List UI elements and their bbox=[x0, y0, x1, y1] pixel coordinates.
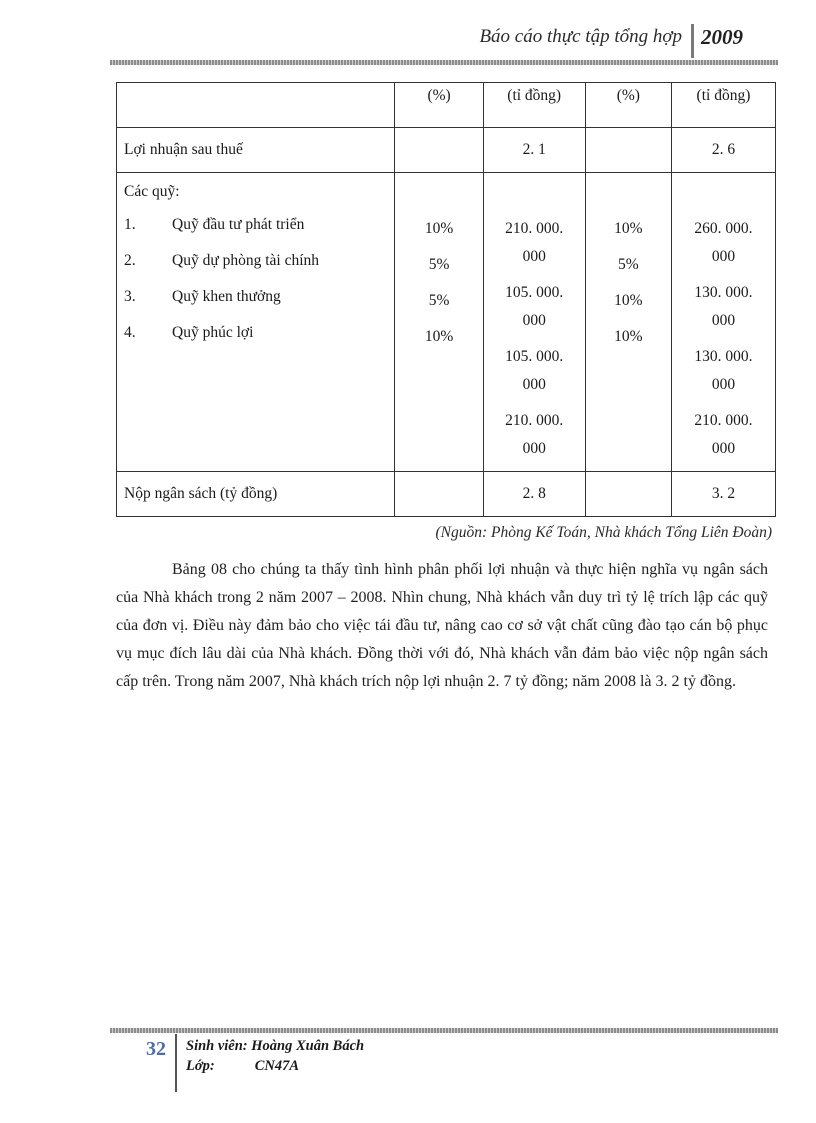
amt-2008-value: 000 bbox=[711, 248, 736, 265]
amt-2008-value: 000 bbox=[711, 440, 736, 457]
pct-2008-value: 10% bbox=[614, 328, 643, 345]
pct-2008-value: 5% bbox=[617, 256, 639, 273]
amt-2008-value: 000 bbox=[711, 376, 736, 393]
pct-2007-value: 10% bbox=[424, 328, 454, 345]
budget-row-label: Nộp ngân sách (tỷ đồng) bbox=[117, 472, 395, 517]
footer-rule bbox=[110, 1028, 778, 1033]
fund-number: 4. bbox=[124, 324, 136, 341]
pct-2008-cell bbox=[585, 173, 671, 472]
table-source-note: (Nguồn: Phòng Kế Toán, Nhà khách Tổng Liên Đoàn) bbox=[435, 524, 772, 541]
table-header-cell: (%) bbox=[395, 83, 483, 128]
header-year: 2009 bbox=[701, 25, 743, 49]
pct-2007-value: 10% bbox=[424, 220, 454, 237]
amt-2008-cell bbox=[671, 173, 775, 472]
pct-2008-value: 10% bbox=[614, 220, 643, 237]
table-cell-empty bbox=[585, 472, 671, 517]
fund-name: Quỹ đầu tư phát triển bbox=[172, 216, 305, 233]
amt-2007-value: 105. 000. bbox=[505, 348, 564, 365]
amt-2008-value: 130. 000. bbox=[694, 348, 753, 365]
table-header-cell: (tỉ đồng) bbox=[483, 83, 585, 128]
profit-distribution-table bbox=[116, 82, 776, 517]
table-header-blank bbox=[117, 83, 395, 128]
fund-name: Quỹ phúc lợi bbox=[172, 324, 254, 341]
table-row bbox=[117, 128, 776, 173]
profit-2008: 2. 6 bbox=[671, 128, 775, 173]
list-item bbox=[117, 243, 394, 279]
amt-2007-value: 000 bbox=[522, 440, 546, 457]
fund-number: 1. bbox=[124, 216, 136, 233]
footer-class-label: Lớp: bbox=[186, 1058, 215, 1074]
pct-2007-value: 5% bbox=[428, 256, 450, 273]
footer-divider bbox=[175, 1034, 177, 1092]
amt-2008-value: 210. 000. bbox=[694, 412, 753, 429]
footer-class bbox=[186, 1058, 299, 1075]
list-item bbox=[117, 315, 394, 351]
pct-2008-value: 10% bbox=[614, 292, 643, 309]
amt-2008-value: 000 bbox=[711, 312, 736, 329]
table-cell-empty bbox=[395, 128, 483, 173]
table-cell-empty bbox=[585, 128, 671, 173]
amt-2007-value: 000 bbox=[522, 312, 546, 329]
pct-2007-cell bbox=[395, 173, 483, 472]
fund-name: Quỹ dự phòng tài chính bbox=[172, 252, 320, 269]
budget-2007: 2. 8 bbox=[483, 472, 585, 517]
header-divider bbox=[691, 24, 694, 58]
profit-row-label: Lợi nhuận sau thuế bbox=[117, 128, 395, 173]
header-title: Báo cáo thực tập tổng hợp bbox=[479, 26, 682, 47]
amt-2007-value: 000 bbox=[522, 376, 546, 393]
list-item bbox=[117, 279, 394, 315]
table-header-row bbox=[117, 83, 776, 128]
body-paragraph: Bảng 08 cho chúng ta thấy tình hình phân phối lợi nhuận và thực hiện nghĩa vụ ngân sách của Nhà khách trong 2 năm 2007 – 2008. Nhìn chung, Nhà khách vẫn duy trì tỷ lệ trích lập các quỹ của đơn vị. Điều này đảm bảo cho việc tái đầu tư, nâng cao cơ sở vật chất cũng đào tạo cán bộ phục vụ mục đích lâu dài của Nhà khách. Đồng thời với đó, Nhà khách vẫn đảm bảo việc nộp ngân sách cấp trên. Trong năm 2007, Nhà khách trích nộp lợi nhuận 2. 7 tỷ đồng; năm 2008 là 3. 2 tỷ đồng. bbox=[116, 561, 768, 690]
funds-list-cell bbox=[117, 173, 395, 472]
fund-number: 3. bbox=[124, 288, 136, 305]
funds-title: Các quỹ: bbox=[124, 183, 180, 200]
fund-name: Quỹ khen thưởng bbox=[172, 288, 281, 305]
amt-2007-value: 000 bbox=[522, 248, 546, 265]
table-row bbox=[117, 173, 776, 472]
page-number: 32 bbox=[146, 1038, 166, 1060]
budget-2008: 3. 2 bbox=[671, 472, 775, 517]
amt-2008-value: 130. 000. bbox=[694, 284, 753, 301]
amt-2007-value: 210. 000. bbox=[505, 412, 564, 429]
pct-2007-value: 5% bbox=[428, 292, 450, 309]
amt-2007-cell bbox=[483, 173, 585, 472]
table-header-cell: (%) bbox=[585, 83, 671, 128]
table-row bbox=[117, 472, 776, 517]
list-item bbox=[117, 207, 394, 243]
amt-2007-value: 210. 000. bbox=[505, 220, 564, 237]
header-rule bbox=[110, 60, 778, 65]
footer-student: Sinh viên: Hoàng Xuân Bách bbox=[186, 1038, 365, 1054]
fund-number: 2. bbox=[124, 252, 136, 269]
footer-class-value: CN47A bbox=[254, 1058, 300, 1074]
amt-2007-value: 105. 000. bbox=[505, 284, 564, 301]
amt-2008-value: 260. 000. bbox=[694, 220, 753, 237]
profit-2007: 2. 1 bbox=[483, 128, 585, 173]
table-cell-empty bbox=[395, 472, 483, 517]
table-header-cell: (tỉ đồng) bbox=[671, 83, 775, 128]
